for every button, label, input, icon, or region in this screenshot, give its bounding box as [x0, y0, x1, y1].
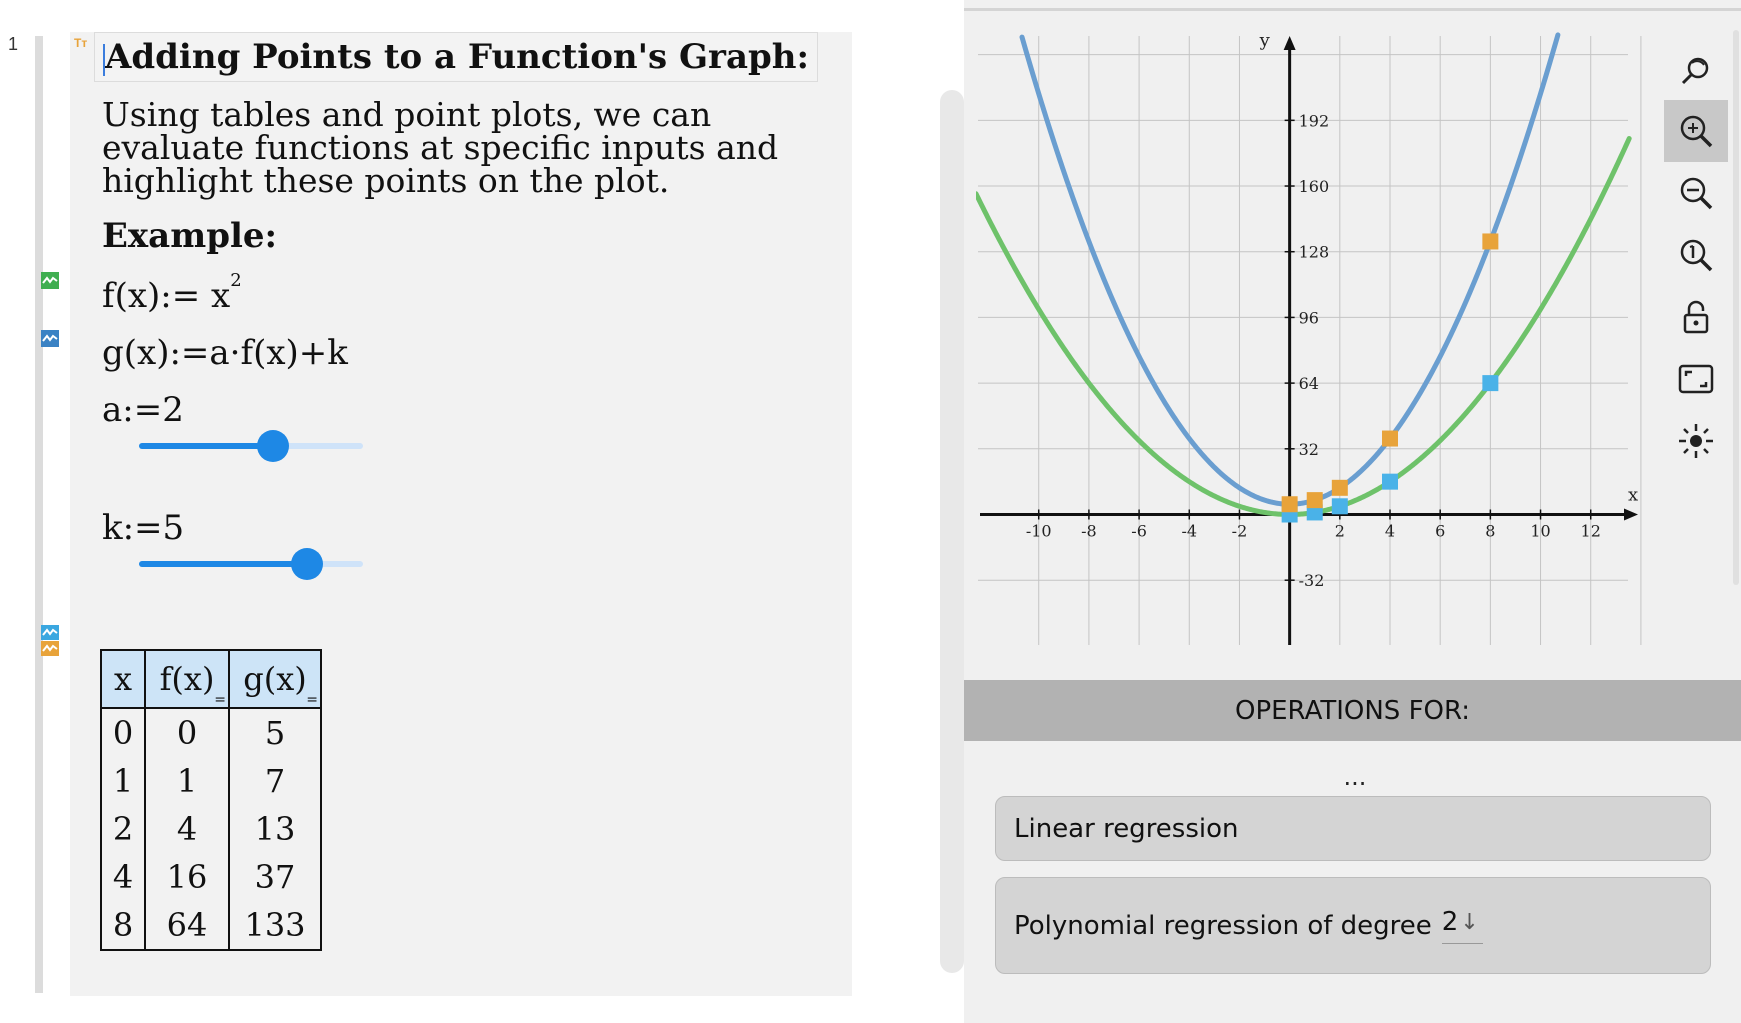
- lock-button[interactable]: [1664, 286, 1728, 348]
- g-point-marker: [1307, 492, 1323, 508]
- fit-frame-button[interactable]: [1664, 348, 1728, 410]
- table-row: [101, 757, 321, 805]
- table-cell[interactable]: 16: [145, 853, 229, 901]
- g-point-marker: [1332, 480, 1348, 496]
- table-cell[interactable]: 1: [101, 757, 145, 805]
- degree-select[interactable]: [1442, 907, 1483, 944]
- f-point-marker: [1382, 474, 1398, 490]
- example-heading[interactable]: Example:: [102, 216, 278, 256]
- table-cell[interactable]: 0: [145, 708, 229, 757]
- x-axis-arrow: [1624, 509, 1638, 521]
- polynomial-regression-button[interactable]: [995, 877, 1711, 974]
- polynomial-regression-label: Polynomial regression of degree: [1014, 910, 1432, 941]
- operations-more[interactable]: ...: [1343, 763, 1367, 791]
- plot-scrollbar[interactable]: [1733, 30, 1739, 585]
- table-cell[interactable]: 5: [229, 708, 321, 757]
- text-region-icon: Tт: [74, 36, 88, 50]
- table-cell[interactable]: 4: [101, 853, 145, 901]
- region-gutter[interactable]: [35, 36, 43, 993]
- x-tick-label: -8: [1081, 521, 1097, 541]
- table-header-fx[interactable]: [145, 650, 229, 708]
- y-tick-label: 32: [1298, 439, 1319, 459]
- lock-icon: [1678, 297, 1714, 337]
- f-exponent: 2: [230, 270, 242, 291]
- x-tick-label: -6: [1131, 521, 1147, 541]
- value-table[interactable]: [100, 649, 322, 951]
- zoom-box-button[interactable]: [1664, 100, 1728, 162]
- x-tick-label: -4: [1181, 521, 1198, 541]
- header-label: x: [113, 660, 133, 698]
- document-scrollbar[interactable]: [940, 90, 964, 973]
- fit-frame-icon: [1676, 361, 1716, 397]
- table-cell[interactable]: 8: [101, 901, 145, 950]
- zoom-fit-icon: [1676, 235, 1716, 275]
- table-cell[interactable]: 0: [101, 708, 145, 757]
- table-header-row: [101, 650, 321, 708]
- g-definition[interactable]: g(x):=a·f(x)+k: [102, 333, 348, 373]
- table-row: [101, 901, 321, 950]
- a-slider-fill: [139, 443, 273, 449]
- table-cell[interactable]: 1: [145, 757, 229, 805]
- g-point-marker: [1282, 496, 1298, 512]
- line-number: 1: [8, 34, 19, 54]
- table-cell[interactable]: 64: [145, 901, 229, 950]
- y-tick-label: 64: [1298, 374, 1319, 394]
- eval-mark: =: [306, 692, 318, 708]
- table-header-gx[interactable]: [229, 650, 321, 708]
- x-tick-label: 12: [1580, 521, 1601, 541]
- zoom-reset-icon: [1678, 53, 1714, 89]
- zoom-box-icon: [1676, 111, 1716, 151]
- y-tick-label: 128: [1298, 242, 1330, 262]
- x-tick-label: 2: [1334, 521, 1345, 541]
- table-cell[interactable]: 2: [101, 805, 145, 853]
- x-axis-label: x: [1628, 484, 1639, 506]
- x-tick-label: 6: [1435, 521, 1446, 541]
- text-cursor: [103, 44, 105, 76]
- x-tick-label: 8: [1485, 521, 1496, 541]
- plot-marker-icon-g[interactable]: [41, 330, 59, 347]
- center-point-button[interactable]: [1664, 410, 1728, 472]
- y-axis-arrow: [1284, 36, 1296, 50]
- y-axis-label: y: [1259, 30, 1270, 51]
- y-tick-label: -32: [1298, 571, 1325, 591]
- degree-value: 2: [1441, 907, 1459, 937]
- linear-regression-label: Linear regression: [1014, 813, 1239, 844]
- x-tick-label: 4: [1384, 521, 1396, 541]
- f-definition[interactable]: [102, 270, 242, 316]
- zoom-fit-button[interactable]: [1664, 224, 1728, 286]
- table-cell[interactable]: 4: [145, 805, 229, 853]
- f-point-marker: [1332, 498, 1348, 514]
- center-point-icon: [1676, 421, 1716, 461]
- table-header-x[interactable]: [101, 650, 145, 708]
- table-row: [101, 708, 321, 757]
- table-cell[interactable]: 133: [229, 901, 321, 950]
- a-definition[interactable]: a:=2: [102, 390, 184, 430]
- k-definition[interactable]: k:=5: [102, 508, 185, 548]
- operations-header: OPERATIONS FOR:: [964, 680, 1741, 741]
- y-tick-label: 160: [1298, 177, 1330, 197]
- header-label: g(x): [243, 660, 307, 698]
- graph-canvas[interactable]: [976, 30, 1666, 650]
- x-tick-label: -10: [1025, 521, 1052, 541]
- y-tick-label: 96: [1298, 308, 1319, 328]
- zoom-reset-button[interactable]: [1664, 40, 1728, 102]
- plot-marker-icon-g-points[interactable]: [41, 641, 59, 656]
- plot-marker-icon-f-points[interactable]: [41, 625, 59, 640]
- table-row: [101, 805, 321, 853]
- table-cell[interactable]: 37: [229, 853, 321, 901]
- eval-mark: =: [214, 692, 226, 708]
- table-cell[interactable]: 13: [229, 805, 321, 853]
- intro-paragraph[interactable]: Using tables and point plots, we can evaluate functions at specific inputs and highlight these points on the plot.: [102, 95, 779, 200]
- zoom-out-icon: [1676, 173, 1716, 213]
- k-slider-thumb[interactable]: [291, 548, 323, 580]
- g-point-marker: [1382, 431, 1398, 447]
- y-tick-label: 192: [1298, 111, 1330, 131]
- header-label: f(x): [159, 660, 215, 698]
- dropdown-arrow-icon: ↓: [1460, 909, 1479, 935]
- g-point-marker: [1482, 233, 1498, 249]
- f-definition-text: f(x):= x: [102, 276, 231, 316]
- panel-divider: [964, 8, 1741, 11]
- plot-marker-icon-f[interactable]: [41, 272, 59, 289]
- x-tick-label: -2: [1231, 521, 1248, 541]
- k-slider[interactable]: [139, 561, 363, 569]
- zoom-out-button[interactable]: [1664, 162, 1728, 224]
- x-tick-label: 10: [1530, 521, 1551, 541]
- document-title[interactable]: Adding Points to a Function's Graph:: [94, 32, 818, 82]
- table-cell[interactable]: 7: [229, 757, 321, 805]
- table-row: [101, 853, 321, 901]
- f-point-marker: [1482, 375, 1498, 391]
- a-slider[interactable]: [139, 443, 363, 451]
- linear-regression-button[interactable]: [995, 796, 1711, 861]
- k-slider-fill: [139, 561, 307, 567]
